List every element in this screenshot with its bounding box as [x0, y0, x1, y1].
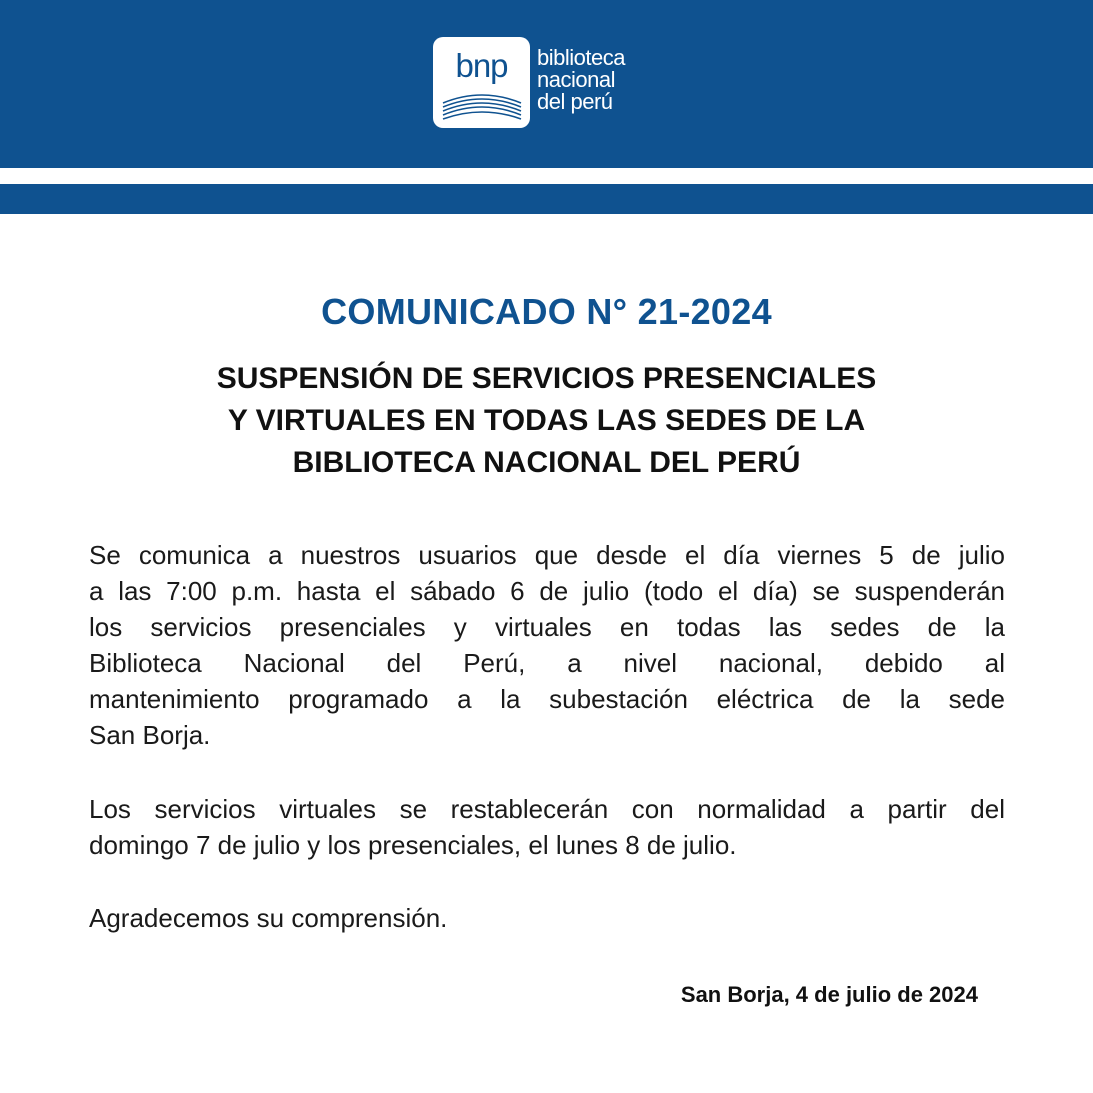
paragraph-line: Se comunica a nuestros usuarios que desde el día viernes 5 de julio — [89, 540, 1005, 570]
subtitle-line: Y VIRTUALES EN TODAS LAS SEDES DE LA — [227, 404, 866, 437]
communique-title: COMUNICADO N° 21-2024 — [321, 291, 772, 332]
paragraph-line: Biblioteca Nacional del Perú, a nivel nacional, debido al — [89, 648, 1005, 678]
paragraph-line: San Borja. — [89, 720, 211, 750]
paragraph-restoration — [89, 791, 1005, 863]
paragraph-line: Los servicios virtuales se restablecerán con normalidad a partir del — [89, 794, 1005, 824]
paragraph-line: domingo 7 de julio y los presenciales, el lunes 8 de julio. — [89, 830, 737, 860]
paragraph-line: mantenimiento programado a la subestación eléctrica de la sede — [89, 684, 1005, 714]
bnp-logo — [433, 37, 625, 128]
logo-word-2: nacional — [537, 67, 615, 92]
place-and-date: San Borja, 4 de julio de 2024 — [680, 982, 978, 1007]
subtitle-line: BIBLIOTECA NACIONAL DEL PERÚ — [292, 446, 801, 479]
subtitle-line: SUSPENSIÓN DE SERVICIOS PRESENCIALES — [216, 362, 877, 395]
book-waves-icon — [441, 91, 523, 123]
paragraph-line: los servicios presenciales y virtuales en todas las sedes de la — [89, 612, 1005, 642]
paragraph-thanks: Agradecemos su comprensión. — [89, 903, 448, 933]
logo-word-1: biblioteca — [537, 45, 625, 70]
logo-word-3: del perú — [537, 89, 613, 114]
logo-badge — [433, 37, 530, 128]
logo-badge-text: bnp — [455, 47, 508, 84]
header-stripe — [0, 184, 1093, 214]
logo-wordmark — [537, 47, 625, 113]
communique-subtitle — [0, 358, 1093, 484]
header-band — [0, 0, 1093, 168]
paragraph-announcement — [89, 537, 1005, 753]
paragraph-line: a las 7:00 p.m. hasta el sábado 6 de julio (todo el día) se suspenderán — [89, 576, 1005, 606]
